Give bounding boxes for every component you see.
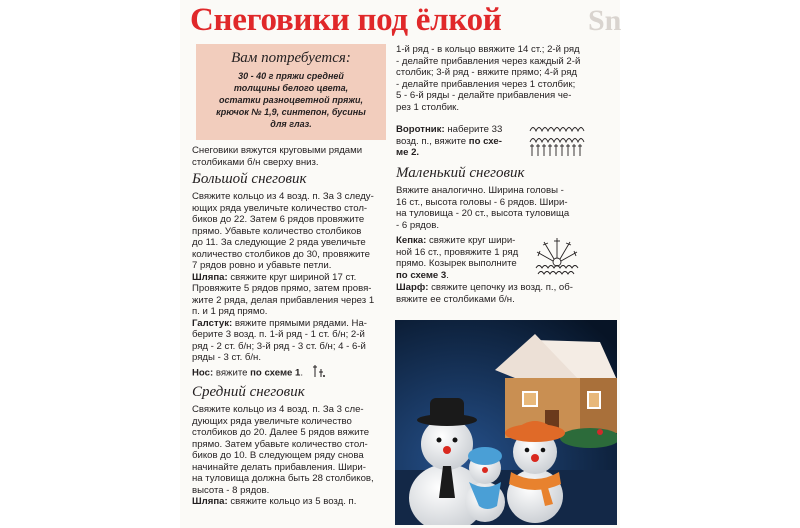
nose-text: вяжите (213, 366, 251, 378)
hat-line: Провяжите 5 рядов прямо, затем провя- (192, 283, 372, 294)
materials-line: 30 - 40 г пряжи средней (238, 71, 344, 81)
big-body-line: прямо. Убавьте количество столбиков (192, 225, 362, 237)
big-snowman-heading: Большой снеговик (192, 171, 307, 187)
intro-line: Снеговики вяжутся круговыми рядами (192, 145, 363, 156)
collar-label: Воротник: (396, 124, 445, 135)
scarf-label: Шарф: (396, 282, 429, 293)
mid-hat-label: Шляпа: (192, 496, 228, 507)
scarf-line: вяжите ее столбиками б/н. (396, 293, 515, 305)
cap-line: прямо. Козырек выполните (396, 258, 517, 269)
mid-snowman-heading: Средний снеговик (192, 384, 305, 400)
materials-heading: Вам потребуется: (231, 50, 351, 66)
mid-hat-text: свяжите кольцо из 5 возд. п. (227, 496, 357, 507)
mid-body-line: биков до 10. В следующем ряду снова (192, 450, 364, 461)
hat-rows-line: столбик; 3-й ряд - вяжите прямо; 4-й ряд (396, 67, 577, 78)
cap-line: ной 16 ст., провяжите 1 ряд (396, 246, 519, 258)
mid-body-line: на туловища должна быть 28 столбиков, (192, 473, 374, 484)
hat-rows-line: - делайте прибавления через 1 столбик; (396, 78, 576, 90)
big-body-line: Свяжите кольцо из 4 возд. п. За 3 следу- (192, 191, 374, 202)
small-snowman-heading: Маленький снеговик (396, 165, 525, 181)
hat-line: свяжите круг шириной 17 ст. (227, 271, 357, 283)
tie-line: ряды - 3 ст. б/н. (192, 352, 262, 363)
cap-label: Кепка: (396, 235, 427, 246)
materials-line: крючок № 1,9, синтепон, бусины (216, 107, 366, 117)
scheme-3-diagram (532, 232, 582, 283)
mid-body-line: Свяжите кольцо из 4 возд. п. За 3 сле- (192, 404, 364, 415)
scheme-2-diagram (528, 122, 590, 163)
intro-line: столбиками б/н сверху вниз. (192, 156, 319, 168)
nose-label: Нос: (192, 366, 214, 378)
cap-block (396, 235, 530, 281)
small-snowman-block (396, 162, 592, 231)
mid-body-line: начинайте делать прибавления. Шири- (192, 461, 366, 473)
snowmen-photo (395, 320, 617, 525)
collar-text: ме 2. (396, 147, 420, 158)
nose-scheme-ref: по схеме 1 (250, 366, 301, 378)
facing-page-edge: Sn (588, 4, 622, 37)
tie-line: берите 3 возд. п. 1-й ряд - 1 ст. б/н; 2-й (192, 329, 365, 340)
nose-end: . (300, 366, 304, 378)
mid-body-line: дующих ряда увеличьте количество (192, 415, 352, 427)
hat-line: жите 2 ряда, делая прибавления через 1 (192, 294, 375, 306)
mid-body-line: высота - 8 рядов. (192, 484, 270, 496)
big-body-line: 7 рядов ровно и убавьте петли. (192, 260, 332, 271)
collar-text: возд. п., вяжите (396, 135, 469, 147)
hat-label: Шляпа: (192, 271, 228, 283)
cap-scheme-ref: по схеме 3 (396, 269, 447, 281)
big-body-line: ющих ряда увеличьте количество стол- (192, 202, 368, 214)
cap-end: . (446, 269, 449, 281)
hat-rows-line: - делайте прибавления через каждый 2-й (396, 55, 581, 67)
scheme-1-diagram (312, 364, 326, 382)
page-title: Снеговики под ёлкой (190, 2, 502, 38)
tie-label: Галстук: (192, 317, 233, 329)
mid-body-line: столбиков до 20. Далее 5 рядов вяжите (192, 427, 370, 438)
materials-line: остатки разноцветной пряжи, (219, 95, 363, 105)
materials-line: для глаз. (270, 119, 312, 129)
collar-block (396, 124, 524, 159)
collar-text: наберите 33 (444, 124, 503, 135)
small-body-line: - 6 рядов. (396, 219, 439, 231)
big-body-line: до 11. За следующие 2 ряда увеличьте (192, 237, 366, 248)
tie-line: вяжите прямыми рядами. На- (232, 317, 367, 329)
big-body-line: биков до 22. Затем 6 рядов провяжите (192, 214, 365, 225)
scarf-block (396, 282, 592, 305)
hat-rows-line: рез 1 столбик. (396, 101, 460, 113)
small-body-line: на туловища - 20 ст., высота туловища (396, 208, 570, 219)
materials-line: толщины белого цвета, (233, 83, 349, 93)
materials-box (196, 44, 386, 140)
materials-text (204, 70, 378, 130)
cap-line: свяжите круг шири- (426, 235, 516, 246)
hat-rows-line: 1-й ряд - в кольцо ввяжите 14 ст.; 2-й ряд (396, 44, 580, 55)
small-body-line: 16 ст., высота головы - 6 рядов. Шири- (396, 196, 568, 208)
hat-rows-line: 5 - 6-й ряды - делайте прибавления че- (396, 90, 572, 101)
collar-scheme-ref: по схе- (468, 135, 502, 147)
small-body-line: Вяжите аналогично. Ширина головы - (396, 185, 564, 196)
tie-line: ряд - 2 ст. б/н; 3-й ряд - 3 ст. б/н; 4 - 6-й (192, 340, 366, 352)
mid-body-line: прямо. Затем убавьте количество стол- (192, 438, 368, 450)
left-column (192, 145, 390, 508)
hat-line: п. и 1 ряд прямо. (192, 306, 268, 317)
big-body-line: количество столбиков до 30, провяжите (192, 248, 371, 260)
scarf-line: свяжите цепочку из возд. п., об- (428, 282, 573, 293)
right-column (396, 44, 586, 113)
